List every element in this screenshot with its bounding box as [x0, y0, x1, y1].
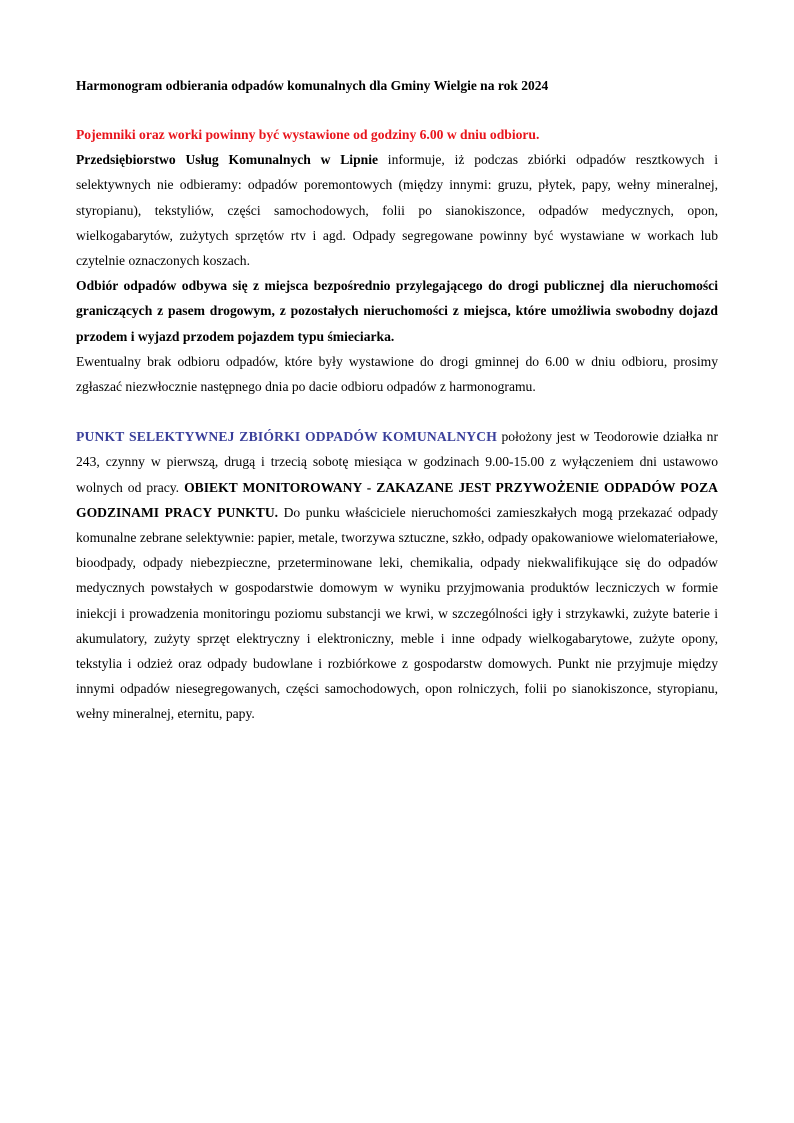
company-info-text: informuje, iż podczas zbiórki odpadów resztkowych i selektywnych nie odbieramy: odpadów poremontowych (między innymi: gruzu, płytek, papy, wełny mineralnej, styropianu), tekstyliów, części samochodowych, folii po sianokiszonce, odpadów medycznych, opon, wielkogabarytów, zużytych sprzętów rtv i agd. Odpady segregowane powinny być wystawiane w workach lub czytelnie oznaczonych koszach.: [76, 152, 718, 269]
pszok-heading: PUNKT SELEKTYWNEJ ZBIÓRKI ODPADÓW KOMUNALNYCH: [76, 429, 498, 445]
company-info-paragraph: [76, 147, 718, 273]
collection-time-notice: Pojemniki oraz worki powinny być wystawione od godziny 6.00 w dniu odbioru.: [76, 127, 540, 142]
missed-pickup-paragraph: Ewentualny brak odbioru odpadów, które były wystawione do drogi gminnej do 6.00 w dniu odbioru, prosimy zgłaszać niezwłocznie następnego dnia po dacie odbioru odpadów z harmonogramu.: [76, 353, 718, 395]
pszok-text-location: położony jest w Teodorowie działka nr 243, czynny w pierwszą, drugą i trzecią sobotę miesiąca w godzinach 9.00-15.00 z wyłączeniem dni ustawowo wolnych od pracy.: [76, 429, 719, 495]
section-gap: [76, 399, 718, 424]
pszok-paragraph: [76, 424, 718, 726]
company-name: Przedsiębiorstwo Usług Komunalnych w Lipnie: [76, 152, 379, 168]
pickup-location-rule: Odbiór odpadów odbywa się z miejsca bezpośrednio przylegającego do drogi publicznej dla nieruchomości graniczących z pasem drogowym, z pozostałych nieruchomości z miejsca, które umożliwia swobodny dojazd przodem i wyjazd przodem pojazdem typu śmieciarka.: [76, 278, 718, 344]
pszok-monitoring-warning: OBIEKT MONITOROWANY - ZAKAZANE JEST PRZYWOŻENIE ODPADÓW POZA GODZINAMI PRACY PUNKTU.: [76, 479, 718, 520]
document-title: Harmonogram odbierania odpadów komunalnych dla Gminy Wielgie na rok 2024: [76, 78, 549, 93]
pszok-text-accepted: Do punku właściciele nieruchomości zamieszkałych mogą przekazać odpady komunalne zebrane selektywnie: papier, metale, tworzywa sztuczne, szkło, odpady opakowaniowe wielomateriałowe, bioodpady, odpady niebezpieczne, przeterminowane leki, chemikalia, odpady niekwalifikujące się do odpadów medycznych powstałych w gospodarstwie domowym w wyniku przyjmowania produktów leczniczych w formie iniekcji i prowadzenia monitoringu poziomu substancji we krwi, w szczególności igły i strzykawki, zużyte baterie i akumulatory, zużyty sprzęt elektryczny i elektroniczny, meble i inne odpady wielkogabarytowe, zużyte opony, tekstylia i odzież oraz odpady budowlane i rozbiórkowe z gospodarstw domowych. Punkt nie przyjmuje między innymi odpadów niesegregowanych, części samochodowych, opon rolniczych, folii po sianokiszonce, styropianu, wełny mineralnej, eternitu, papy.: [76, 504, 719, 722]
document-page: [76, 74, 718, 727]
